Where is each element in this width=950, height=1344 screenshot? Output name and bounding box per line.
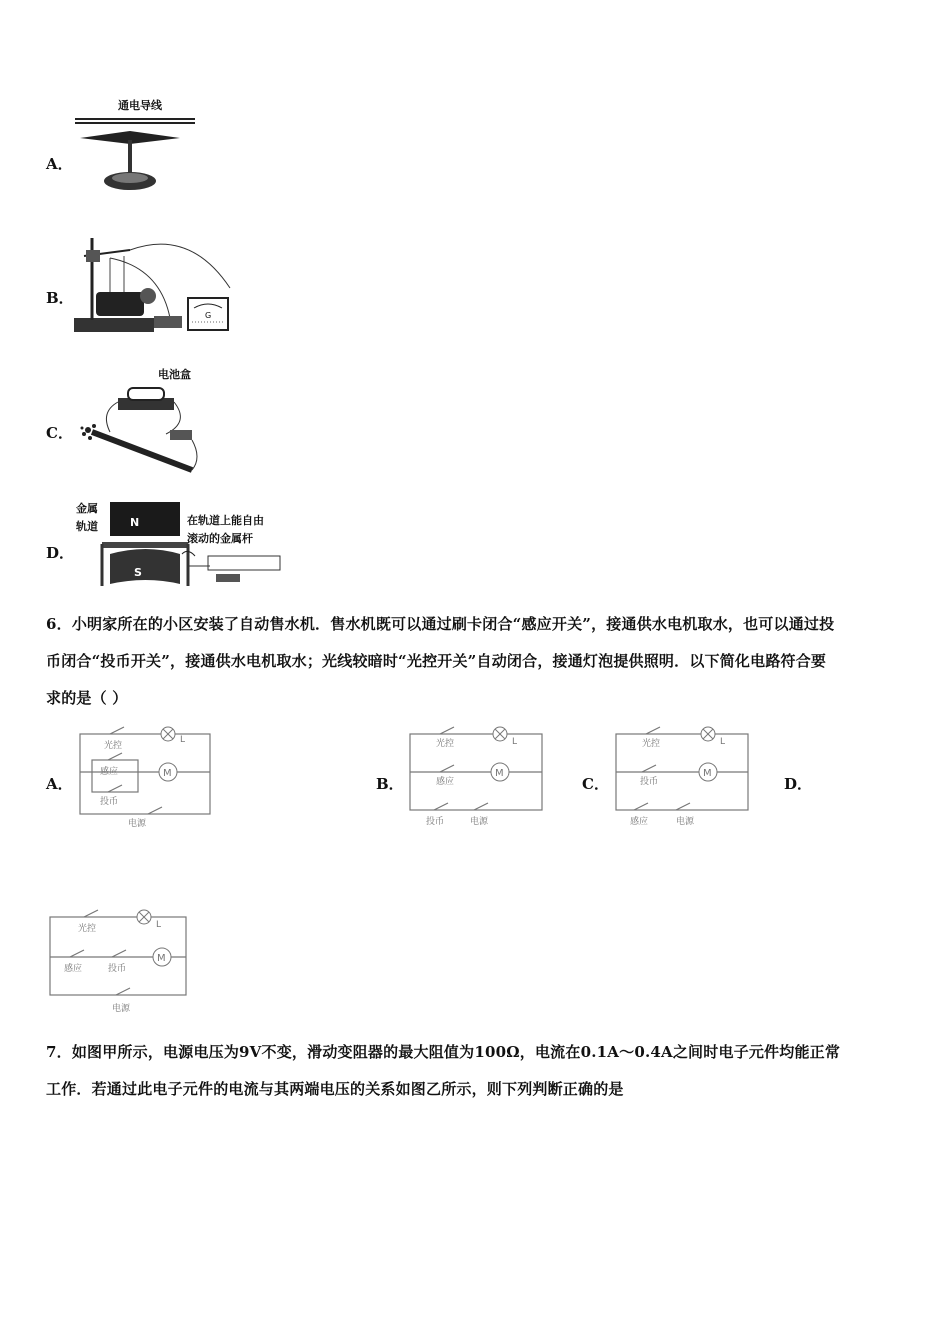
- motor-label: M: [703, 768, 712, 779]
- switch-label-3: 感应: [630, 817, 649, 827]
- lamp-label: L: [512, 737, 518, 747]
- source-label: 电源: [112, 1004, 131, 1014]
- q5-option-d-label: D．: [46, 544, 75, 562]
- switch-label-1: 光控: [78, 924, 97, 934]
- magnet-north: [110, 502, 180, 536]
- pole-s-label: S: [134, 566, 142, 579]
- q6-circuit-c: [606, 722, 756, 832]
- rail-label-1: 金属: [76, 502, 98, 515]
- magnet-south: [110, 549, 180, 584]
- rod-label-1: 在轨道上能自由: [187, 514, 264, 527]
- q6-circuit-d: [40, 905, 200, 1015]
- lamp-label: L: [180, 735, 186, 745]
- q5-option-b-label: B．: [46, 289, 74, 307]
- switch-label-2: 感应: [100, 767, 119, 777]
- switch-label-1: 光控: [436, 739, 455, 749]
- q5-option-a-label: A．: [46, 155, 73, 173]
- q5-figure-b: [70, 228, 245, 340]
- q5-figure-a: [70, 95, 200, 205]
- motor-label: M: [495, 768, 504, 779]
- switch-label-3: 投币: [108, 964, 127, 974]
- q6-option-d-label: D．: [784, 775, 813, 793]
- switch-label-1: 光控: [104, 741, 123, 751]
- rail-label-2: 轨道: [76, 520, 98, 533]
- lamp-label: L: [156, 920, 162, 930]
- q6-option-c-label: C．: [582, 775, 609, 793]
- battery-label: 电池盒: [158, 368, 191, 381]
- switch-label-2: 投币: [640, 777, 659, 787]
- metal-rail: [102, 542, 188, 548]
- switch-label-2: 感应: [64, 964, 83, 974]
- motor-label: M: [157, 953, 166, 964]
- q5-option-c-label: C．: [46, 424, 73, 442]
- source-label: 电源: [128, 819, 147, 829]
- lamp-label: L: [720, 737, 726, 747]
- meter-label: G: [205, 311, 212, 320]
- source-label: 电源: [676, 817, 695, 827]
- q6-option-b-label: B．: [376, 775, 404, 793]
- source-label: 电源: [470, 817, 489, 827]
- magnet: [96, 292, 144, 316]
- q5-figure-d: [70, 496, 295, 596]
- q7-line-1: 7．如图甲所示，电源电压为9V不变，滑动变阻器的最大阻值为100Ω，电流在0.1A～0.4A之间时电子元件均能正常: [46, 1043, 841, 1061]
- q6-circuit-b: [400, 722, 550, 832]
- switch: [216, 574, 240, 582]
- wire-label: 通电导线: [118, 99, 162, 112]
- motor-label: M: [163, 768, 172, 779]
- switch-label-2: 感应: [436, 777, 455, 787]
- q7-line-2: 工作．若通过此电子元件的电流与其两端电压的关系如图乙所示，则下列判断正确的是: [46, 1080, 624, 1098]
- rod-label-2: 滚动的金属杆: [187, 532, 253, 545]
- base-plate: [74, 318, 154, 332]
- power-supply: [208, 556, 280, 570]
- switch-label-3: 投币: [100, 797, 119, 807]
- switch-label-1: 光控: [642, 739, 661, 749]
- q6-option-a-label: A．: [46, 775, 73, 793]
- q6-circuit-a: [70, 722, 220, 832]
- q6-line-3: 求的是（ ）: [46, 689, 128, 707]
- switch: [170, 430, 192, 440]
- pole-n-label: N: [130, 516, 140, 529]
- switch: [154, 316, 182, 328]
- q6-line-2: 币闭合“投币开关”，接通供水电机取水；光线较暗时“光控开关”自动闭合，接通灯泡提供照明．以下简化电路符合要: [46, 652, 827, 670]
- switch-label-3: 投币: [426, 817, 445, 827]
- q5-figure-c: [70, 362, 210, 480]
- q6-line-1: 6．小明家所在的小区安装了自动售水机．售水机既可以通过刷卡闭合“感应开关”，接通供水电机取水，也可以通过投: [46, 615, 835, 633]
